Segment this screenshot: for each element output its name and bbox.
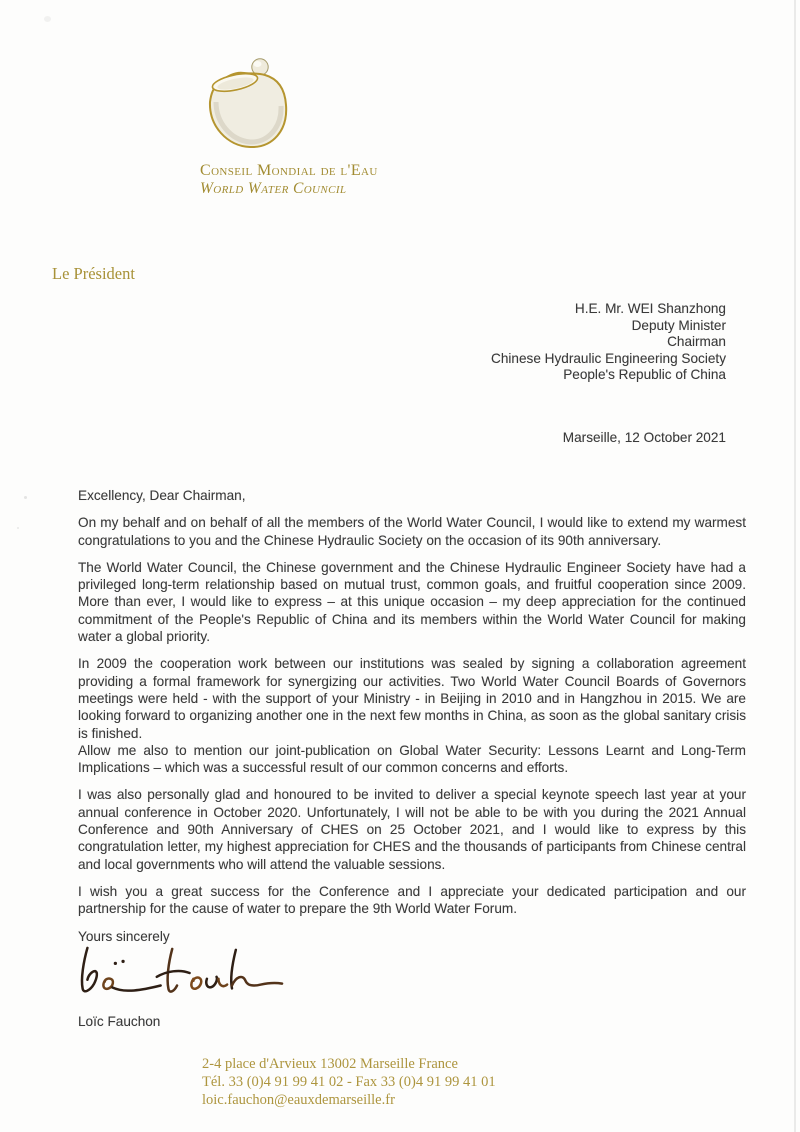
footer-line-address: 2-4 place d'Arvieux 13002 Marseille France (202, 1056, 458, 1072)
dateline: Marseille, 12 October 2021 (562, 430, 726, 445)
letterhead (200, 162, 378, 198)
signature-handwriting (72, 941, 284, 1005)
footer-line-phone-fax: Tél. 33 (0)4 91 99 41 02 - Fax 33 (0)4 91 99 41 01 (202, 1074, 496, 1090)
salutation: Excellency, Dear Chairman, (78, 488, 246, 503)
paragraph: The World Water Council, the Chinese government and the Chinese Hydraulic Engineer Society have had a privileged long-term relationship based on mutual trust, common goals, and fruitful cooperation since 2009. More than ever, I would like to express – at this unique occasion – my deep appreciation for the continued commitment of the People's Republic of China and its members within the World Water Council for making water a global priority. (78, 559, 746, 645)
footer-address (202, 1055, 496, 1109)
org-name-english: World Water Council (200, 180, 347, 197)
paragraph: Allow me also to mention our joint-publication on Global Water Security: Lessons Learnt and Long-Term Implications – which was a successful result of our common concerns and efforts. (78, 742, 746, 776)
org-name-french: Conseil Mondial de l'Eau (200, 162, 378, 179)
closing: Yours sincerely (78, 928, 170, 944)
scan-artifact (17, 527, 19, 529)
recipient-line: H.E. Mr. WEI Shanzhong (574, 301, 726, 316)
scan-edge-shadow (794, 0, 796, 1132)
water-drop-logo-icon (202, 54, 294, 158)
recipient-line: Chinese Hydraulic Engineering Society (491, 350, 726, 366)
paragraph: I was also personally glad and honoured to be invited to deliver a special keynote speech last year at your annual conference in October 2020. Unfortunately, I will not be able to be with you during the 2021 Annual Conference and 90th Anniversary of CHES on 25 October 2021, and I would like to express by this congratulation letter, my highest appreciation for CHES and the thousands of participants from Chinese central and local governments who will attend the valuable sessions. (78, 787, 746, 872)
recipient-line: Chairman (667, 334, 726, 350)
scan-artifact (24, 496, 27, 499)
scan-artifact (44, 16, 51, 22)
recipient-line: Deputy Minister (631, 317, 726, 333)
sender-title: Le Président (52, 264, 135, 283)
recipient-block (491, 301, 726, 384)
letter-body (78, 487, 746, 955)
paragraph: On my behalf and on behalf of all the members of the World Water Council, I would like to extend my warmest congratulations to you and the Chinese Hydraulic Society on the occasion of its 90th anniversary. (78, 515, 746, 548)
paragraph: In 2009 the cooperation work between our institutions was sealed by signing a collaboration agreement providing a formal framework for synergizing our activities. Two World Water Council Boards of Governors meetings were held - with the support of your Ministry - in Beijing in 2010 and in Hangzhou in 2015. We are looking forward to organizing another one in the next few months in China, as soon as the global sanitary crisis is finished. (78, 656, 746, 741)
footer-line-email: loic.fauchon@eauxdemarseille.fr (202, 1092, 395, 1108)
recipient-line: People's Republic of China (563, 367, 726, 383)
paragraph: I wish you a great success for the Conference and I appreciate your dedicated participation and our partnership for the cause of water to prepare the 9th World Water Forum. (78, 883, 746, 917)
signatory-name: Loïc Fauchon (78, 1014, 161, 1029)
